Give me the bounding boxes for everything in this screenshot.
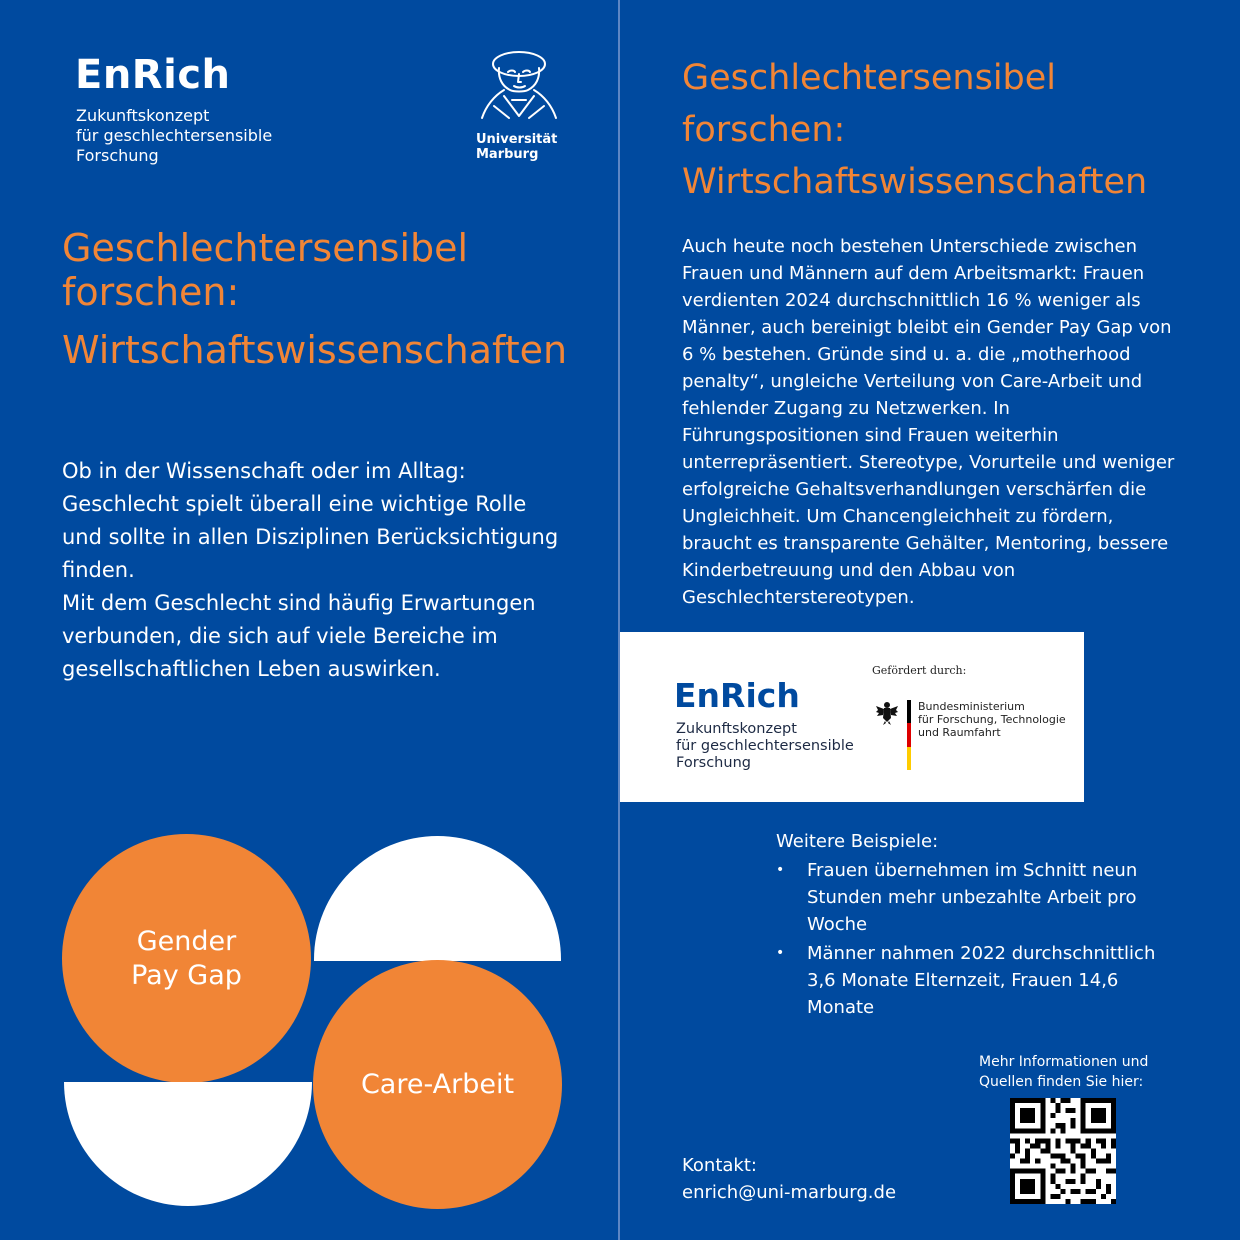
left-body-paragraph: Mit dem Geschlecht sind häufig Erwartungen verbunden, die sich auf viele Bereiche im gesellschaftlichen Leben auswirken. — [62, 591, 536, 681]
funded-by-label: Gefördert durch: — [872, 664, 967, 677]
enrich-tagline-line: Zukunftskonzept — [676, 721, 797, 737]
examples-section — [776, 828, 1176, 1021]
university-name-line: Universität — [476, 132, 558, 147]
gender-pay-gap-circle — [62, 834, 311, 1083]
federal-eagle-icon — [875, 700, 899, 726]
left-body-text — [62, 455, 562, 686]
enrich-tagline-line: Forschung — [676, 755, 751, 771]
enrich-tagline — [76, 106, 272, 166]
right-title — [682, 52, 1222, 208]
examples-list — [776, 857, 1176, 1021]
enrich-logo: EnRich — [674, 676, 800, 715]
list-item: • Frauen übernehmen im Schnitt neun Stunden mehr unbezahlte Arbeit pro Woche — [776, 860, 1138, 935]
left-title-line: forschen: — [62, 270, 240, 314]
enrich-tagline-line: für geschlechtersensible — [676, 738, 854, 754]
ministry-name-line: und Raumfahrt — [918, 726, 1001, 739]
qr-code-icon[interactable] — [1010, 1098, 1116, 1204]
white-half-circle-top — [314, 836, 561, 961]
left-title-line: Wirtschaftswissenschaften — [62, 328, 568, 372]
list-item: • Männer nahmen 2022 durchschnittlich 3,6 Monate Elternzeit, Frauen 14,6 Monate — [776, 943, 1156, 1018]
german-flag-bar — [907, 700, 911, 770]
contact-email-link[interactable]: enrich@uni-marburg.de — [682, 1182, 897, 1203]
page-divider — [618, 0, 620, 1240]
circle-label: Pay Gap — [131, 959, 242, 991]
example-text: Frauen übernehmen im Schnitt neun Stunden mehr unbezahlte Arbeit pro Woche — [807, 860, 1138, 935]
left-title-line: Geschlechtersensibel — [62, 226, 469, 270]
university-name — [476, 132, 557, 162]
ministry-name-line: Bundesministerium — [918, 700, 1025, 713]
care-arbeit-circle — [313, 960, 562, 1209]
university-seal-icon — [474, 44, 564, 124]
enrich-logo: EnRich — [75, 52, 231, 98]
enrich-tagline-line: Zukunftskonzept — [76, 106, 210, 125]
right-title-line: forschen: — [682, 110, 846, 150]
enrich-tagline — [676, 721, 854, 772]
circle-label: Gender — [136, 925, 237, 957]
examples-title: Weitere Beispiele: — [776, 831, 939, 852]
example-text: Männer nahmen 2022 durchschnittlich 3,6 Monate Elternzeit, Frauen 14,6 Monate — [807, 943, 1156, 1018]
left-body-paragraph: Ob in der Wissenschaft oder im Alltag: Geschlecht spielt überall eine wichtige Rolle und sollte in allen Disziplinen Berücksichtigung finden. — [62, 459, 559, 582]
funder-box — [620, 632, 1084, 802]
white-half-circle-bottom — [64, 1082, 312, 1206]
circle-label: Care-Arbeit — [360, 1068, 515, 1100]
right-body-text: Auch heute noch bestehen Unterschiede zwischen Frauen und Männern auf dem Arbeitsmarkt: Frauen verdienten 2024 durchschnittlich 16 % weniger als Männer, auch bereinigt bleibt ein Gender Pay Gap von 6 % bestehen. Gründe sind u. a. die „motherhood penalty“, ungleiche Verteilung von Care-Arbeit und fehlender Zugang zu Netzwerken. In Führungspositionen sind Frauen weiterhin unterrepräsentiert. Stereotype, Vorurteile und weniger erfolgreiche Gehaltsverhandlungen verschärfen die Ungleichheit. Um Chancengleichheit zu fördern, braucht es transparente Gehälter, Mentoring, bessere Kinderbetreuung und den Abbau von Geschlechterstereotypen. — [682, 236, 1175, 608]
enrich-tagline-line: Forschung — [76, 146, 159, 165]
left-title — [62, 226, 602, 372]
contact-block — [682, 1152, 896, 1206]
enrich-tagline-line: für geschlechtersensible — [76, 126, 273, 145]
ministry-name — [918, 700, 1066, 739]
contact-label: Kontakt: — [682, 1155, 757, 1176]
ministry-name-line: für Forschung, Technologie — [918, 713, 1066, 726]
more-info-text: Mehr Informationen und Quellen finden Sie hier: — [979, 1054, 1149, 1090]
right-title-line: Wirtschaftswissenschaften — [682, 162, 1148, 202]
university-name-line: Marburg — [476, 147, 539, 162]
right-title-line: Geschlechtersensibel — [682, 58, 1057, 98]
